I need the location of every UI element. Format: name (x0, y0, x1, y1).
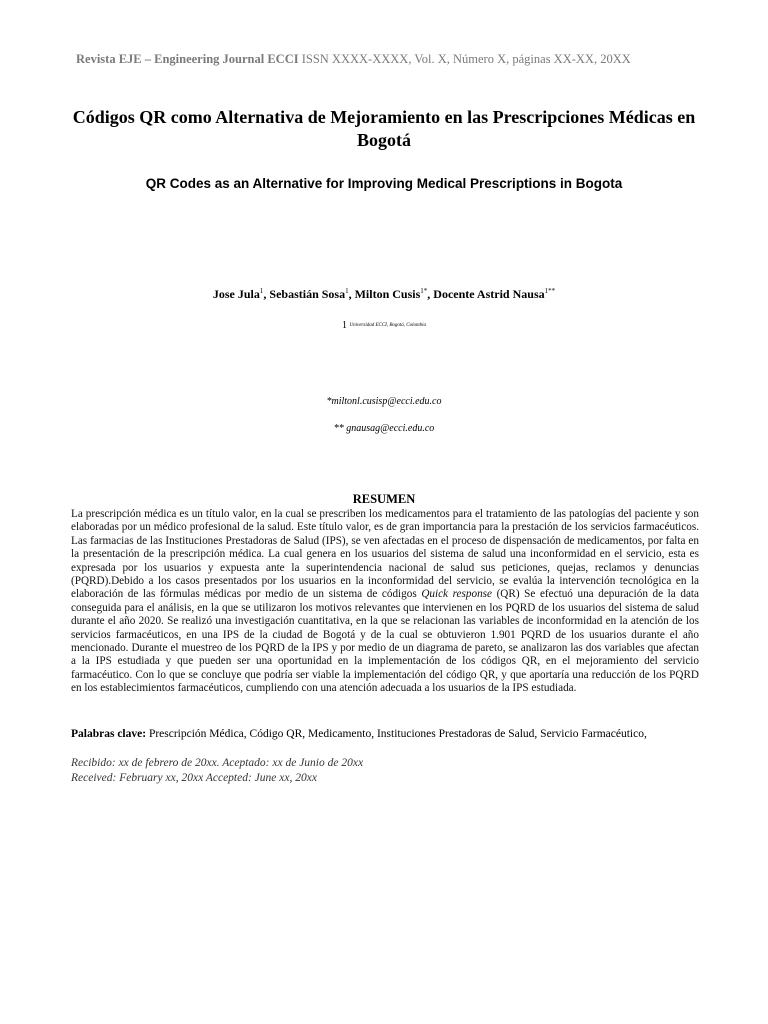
secondary-email[interactable]: ** gnausag@ecci.edu.co (333, 423, 435, 434)
abstract-qr-term: Quick response (421, 588, 492, 601)
abstract-text-part2: (QR) Se efectuó una depuración de la data conseguida para el análisis, en la que se utilizaron los motivos relevantes que intervienen en los PQRD de los usuarios del sistema de salud durante el año 2020. Se realizó una investigación cuantitativa, en la que se relacionan las variables de inconformidad en la atención de los servicios farmacéuticos, en una IPS de la ciudad de Bogotá y de la cual se obtuvieron 1.901 PQRD de los usuarios durante el año mencionado. Durante el muestreo de los PQRD de la IPS y por medio de un diagrama de pareto, se analizaron las dos variables que afectan a la IPS estudiada y que pueden ser una oportunidad en la implementación de los códigos QR, en el mejoramiento del servicio farmacéutico. Con lo que se concluye que podría ser viable la implementación del código QR, y que aportaría una reducción de los PQRD en los establecimientos farmacéuticos, cumpliendo con una atención adecuada a los usuarios de la IPS estudiada. (71, 588, 699, 695)
paper-title: Códigos QR como Alternativa de Mejoramiento en las Prescripciones Médicas en Bogotá (72, 107, 696, 150)
dates-spanish: Recibido: xx de febrero de 20xx. Aceptado: xx de Junio de 20xx (71, 757, 364, 769)
author-affiliation-mark: 1 (345, 287, 349, 295)
affiliation-number: 1 (341, 320, 347, 331)
affiliation-text: Universidad ECCI, Bogotá, Colombia (349, 323, 427, 329)
corresponding-email[interactable]: *miltonl.cusisp@ecci.edu.co (326, 396, 442, 407)
author-name: Milton Cusis (354, 287, 421, 301)
dates-english: Received: February xx, 20xx Accepted: June xx, 20xx (71, 772, 317, 784)
author-affiliation-mark: 1 (259, 287, 264, 295)
keywords-label: Palabras clave: (71, 728, 147, 740)
paper-subtitle-english: QR Codes as an Alternative for Improving Medical Prescriptions in Bogota (145, 176, 623, 191)
abstract-text-part1: La prescripción médica es un título valor, en la cual se prescriben los medicamentos para el tratamiento de las patologías del paciente y son elaboradas por un médico profesional de la salud. Este título valor, es de gran importancia para la prestación de los servicios farmacéuticos. Las farmacias de las Instituciones Prestadoras de Salud (IPS), se ven afectadas en el proceso de dispensación de medicamentos, por falta en la presentación de la prescripción médica. La cual genera en los usuarios del sistema de salud una inconformidad en el servicio, esta es expresada por los usuarios y expuesta ante la superintendencia nacional de salud sus peticiones, quejas, reclamos y denuncias (PQRD).Debido a los casos presentados por los usuarios en la inconformidad del servicio, se evalúa la intervención tecnológica en la elaboración de las fórmulas médicas por medio de un sistema de códigos (71, 508, 699, 601)
abstract-body (71, 508, 699, 696)
author-affiliation-mark: 1* (420, 287, 428, 295)
keywords-text: Prescripción Médica, Código QR, Medicamento, Instituciones Prestadoras de Salud, Servicio Farmacéutico, (146, 728, 647, 740)
journal-header (76, 52, 716, 67)
author-list: Jose Jula$^1$, Sebastián Sosa$^1$, Milton Cusis$^{1*}$, Docente Astrid Nausa$^{1**}$ (212, 287, 556, 301)
journal-name: Revista EJE – Engineering Journal ECCI (76, 52, 299, 66)
affiliation (60, 320, 708, 331)
author-name: Sebastián Sosa (269, 287, 346, 301)
abstract-heading: RESUMEN (352, 492, 416, 506)
author-affiliation-mark: 1** (544, 287, 556, 295)
journal-issue-info: ISSN XXXX-XXXX, Vol. X, Número X, páginas XX-XX, 20XX (298, 52, 631, 66)
author-name: Docente Astrid Nausa (433, 287, 545, 301)
keywords (71, 728, 711, 740)
author-name: Jose Jula (212, 287, 260, 301)
